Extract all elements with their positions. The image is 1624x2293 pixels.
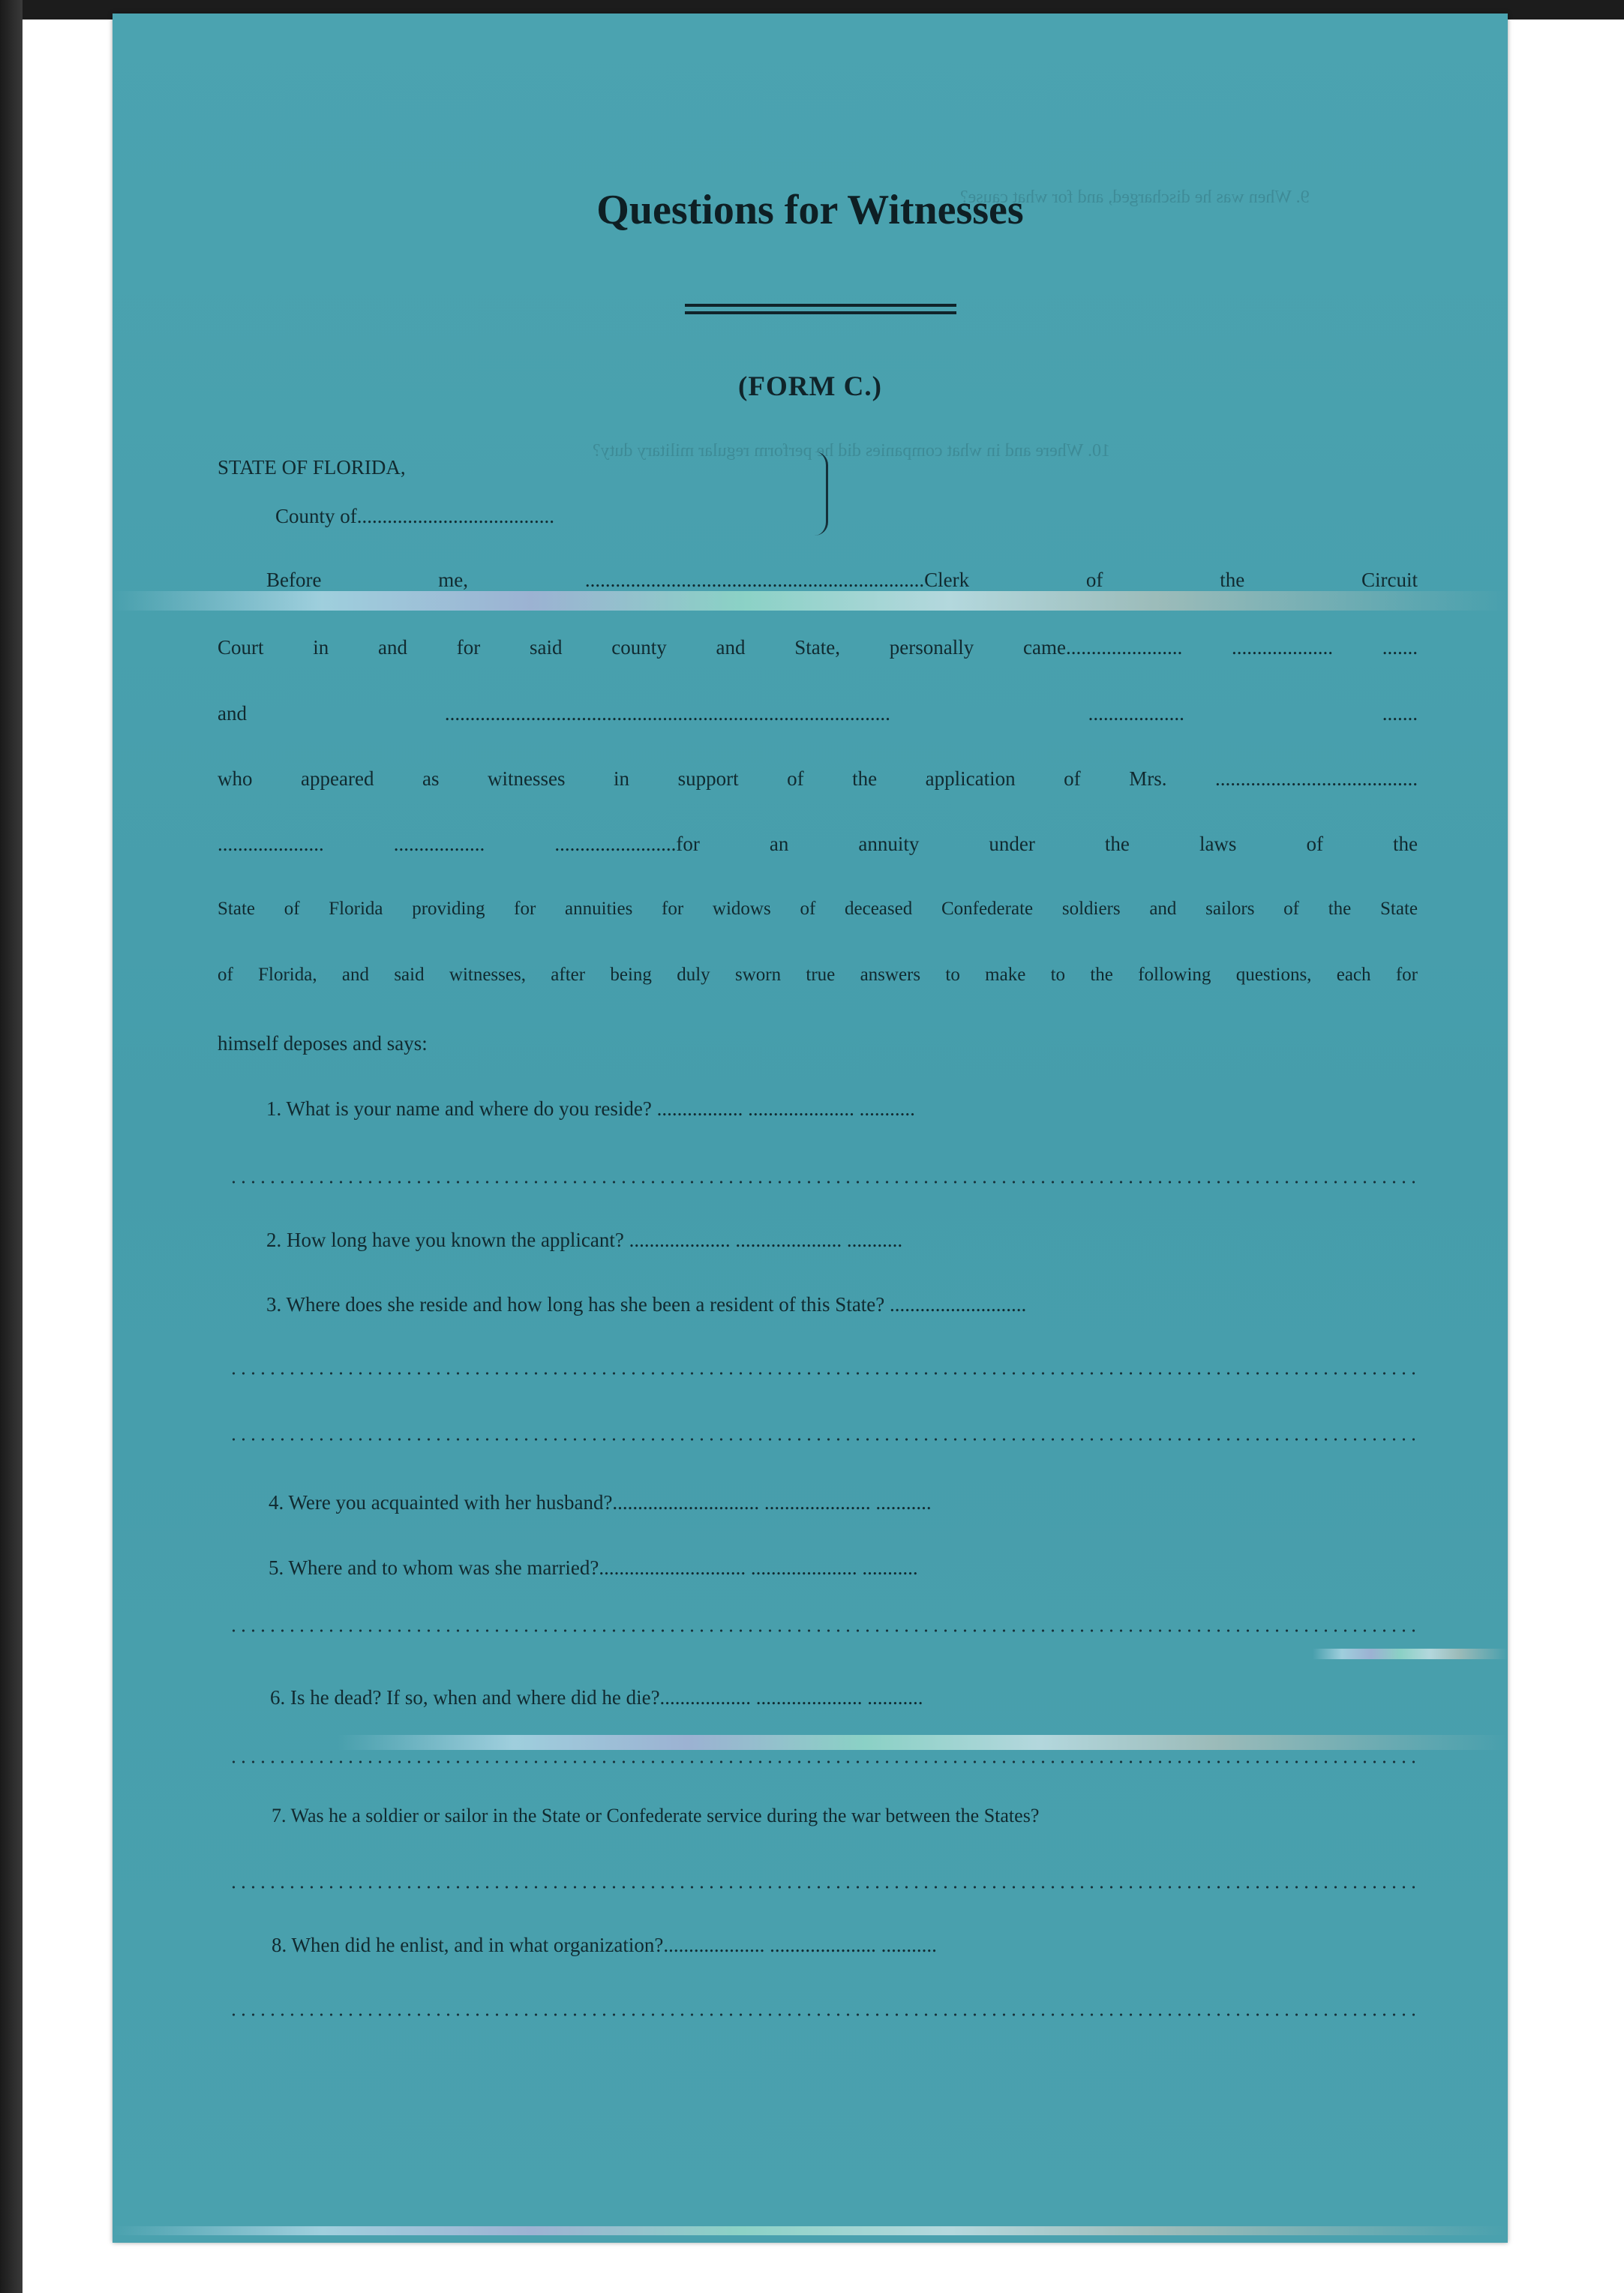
preamble-line-8: himself deposes and says: <box>218 1032 428 1055</box>
laminate-glare <box>113 2226 1508 2235</box>
question-6-number: 6. <box>270 1686 286 1709</box>
question-7-number: 7. <box>272 1805 287 1826</box>
form-sheet <box>113 14 1508 2243</box>
preamble-line-4: who appeared as witnesses in support of the application of Mrs. ........................................ <box>218 767 1418 790</box>
question-1-number: 1. <box>266 1097 282 1120</box>
show-through-line-10: 10. Where and in what companies did he perform regular military duty? <box>593 441 1110 461</box>
preamble-line-6: State of Florida providing for annuities for widows of deceased Confederate soldiers and sailors of the State <box>218 899 1418 919</box>
laminate-glare <box>338 1735 1508 1750</box>
preamble-line-3: and ........................................................................................ ................... ....... <box>218 702 1418 725</box>
county-line: County of....................................... <box>275 505 555 527</box>
question-8-text: When did he enlist, and in what organization?.................... ..................... ........... <box>291 1934 937 1956</box>
question-1-text: What is your name and where do you reside? ................. ..................... ........... <box>286 1097 915 1120</box>
question-4-number: 4. <box>269 1491 284 1514</box>
answer-line <box>229 2012 1421 2017</box>
answer-line <box>229 1885 1421 1889</box>
answer-line <box>229 1180 1421 1184</box>
question-1 <box>266 1097 1421 1121</box>
preamble-line-2: Court in and for said county and State, personally came....................... .................... ....... <box>218 636 1418 659</box>
laminate-glare <box>1313 1649 1508 1659</box>
question-2-text: How long have you known the applicant? .................... ..................... ........... <box>287 1229 903 1251</box>
question-5-number: 5. <box>269 1556 284 1579</box>
question-3 <box>266 1293 1421 1316</box>
answer-line <box>229 1760 1421 1764</box>
question-7 <box>272 1805 1427 1827</box>
preamble-line-7: of Florida, and said witnesses, after being duly sworn true answers to make to the following questions, each for <box>218 965 1418 985</box>
question-7-text: Was he a soldier or sailor in the State or Confederate service during the war between the States? <box>290 1805 1040 1826</box>
answer-line <box>229 1628 1421 1633</box>
question-6-text: Is he dead? If so, when and where did he die?.................. ..................... ........... <box>290 1686 923 1709</box>
preamble-line-1: Before me, ...................................................................Clerk of the Circuit <box>266 569 1418 591</box>
question-3-text: Where does she reside and how long has she been a resident of this State? ........................... <box>286 1293 1027 1316</box>
title-double-rule <box>685 304 956 314</box>
question-5 <box>269 1556 1424 1580</box>
question-2 <box>266 1229 1421 1252</box>
page-title: Questions for Witnesses <box>596 187 1024 233</box>
show-through-line-9: 9. When was he discharged, and for what cause? <box>960 188 1310 207</box>
answer-line <box>229 1437 1421 1442</box>
state-line: STATE OF FLORIDA, <box>218 456 406 479</box>
question-4-text: Were you acquainted with her husband?............................. ..................... ........... <box>288 1491 932 1514</box>
question-6 <box>270 1686 1425 1709</box>
laminate-glare <box>113 591 1508 611</box>
question-5-text: Where and to whom was she married?............................. ..................... ........... <box>288 1556 918 1579</box>
preamble-line-5: ..................... .................. ........................for an annuity under the laws of the <box>218 833 1418 855</box>
question-8-number: 8. <box>272 1934 287 1956</box>
question-4 <box>269 1491 1424 1514</box>
question-2-number: 2. <box>266 1229 282 1251</box>
question-8 <box>272 1934 1427 1957</box>
county-brace <box>814 452 828 536</box>
question-3-number: 3. <box>266 1293 282 1316</box>
answer-line <box>229 1371 1421 1376</box>
scan-left-edge <box>0 0 23 2293</box>
form-code: (FORM C.) <box>738 371 882 402</box>
